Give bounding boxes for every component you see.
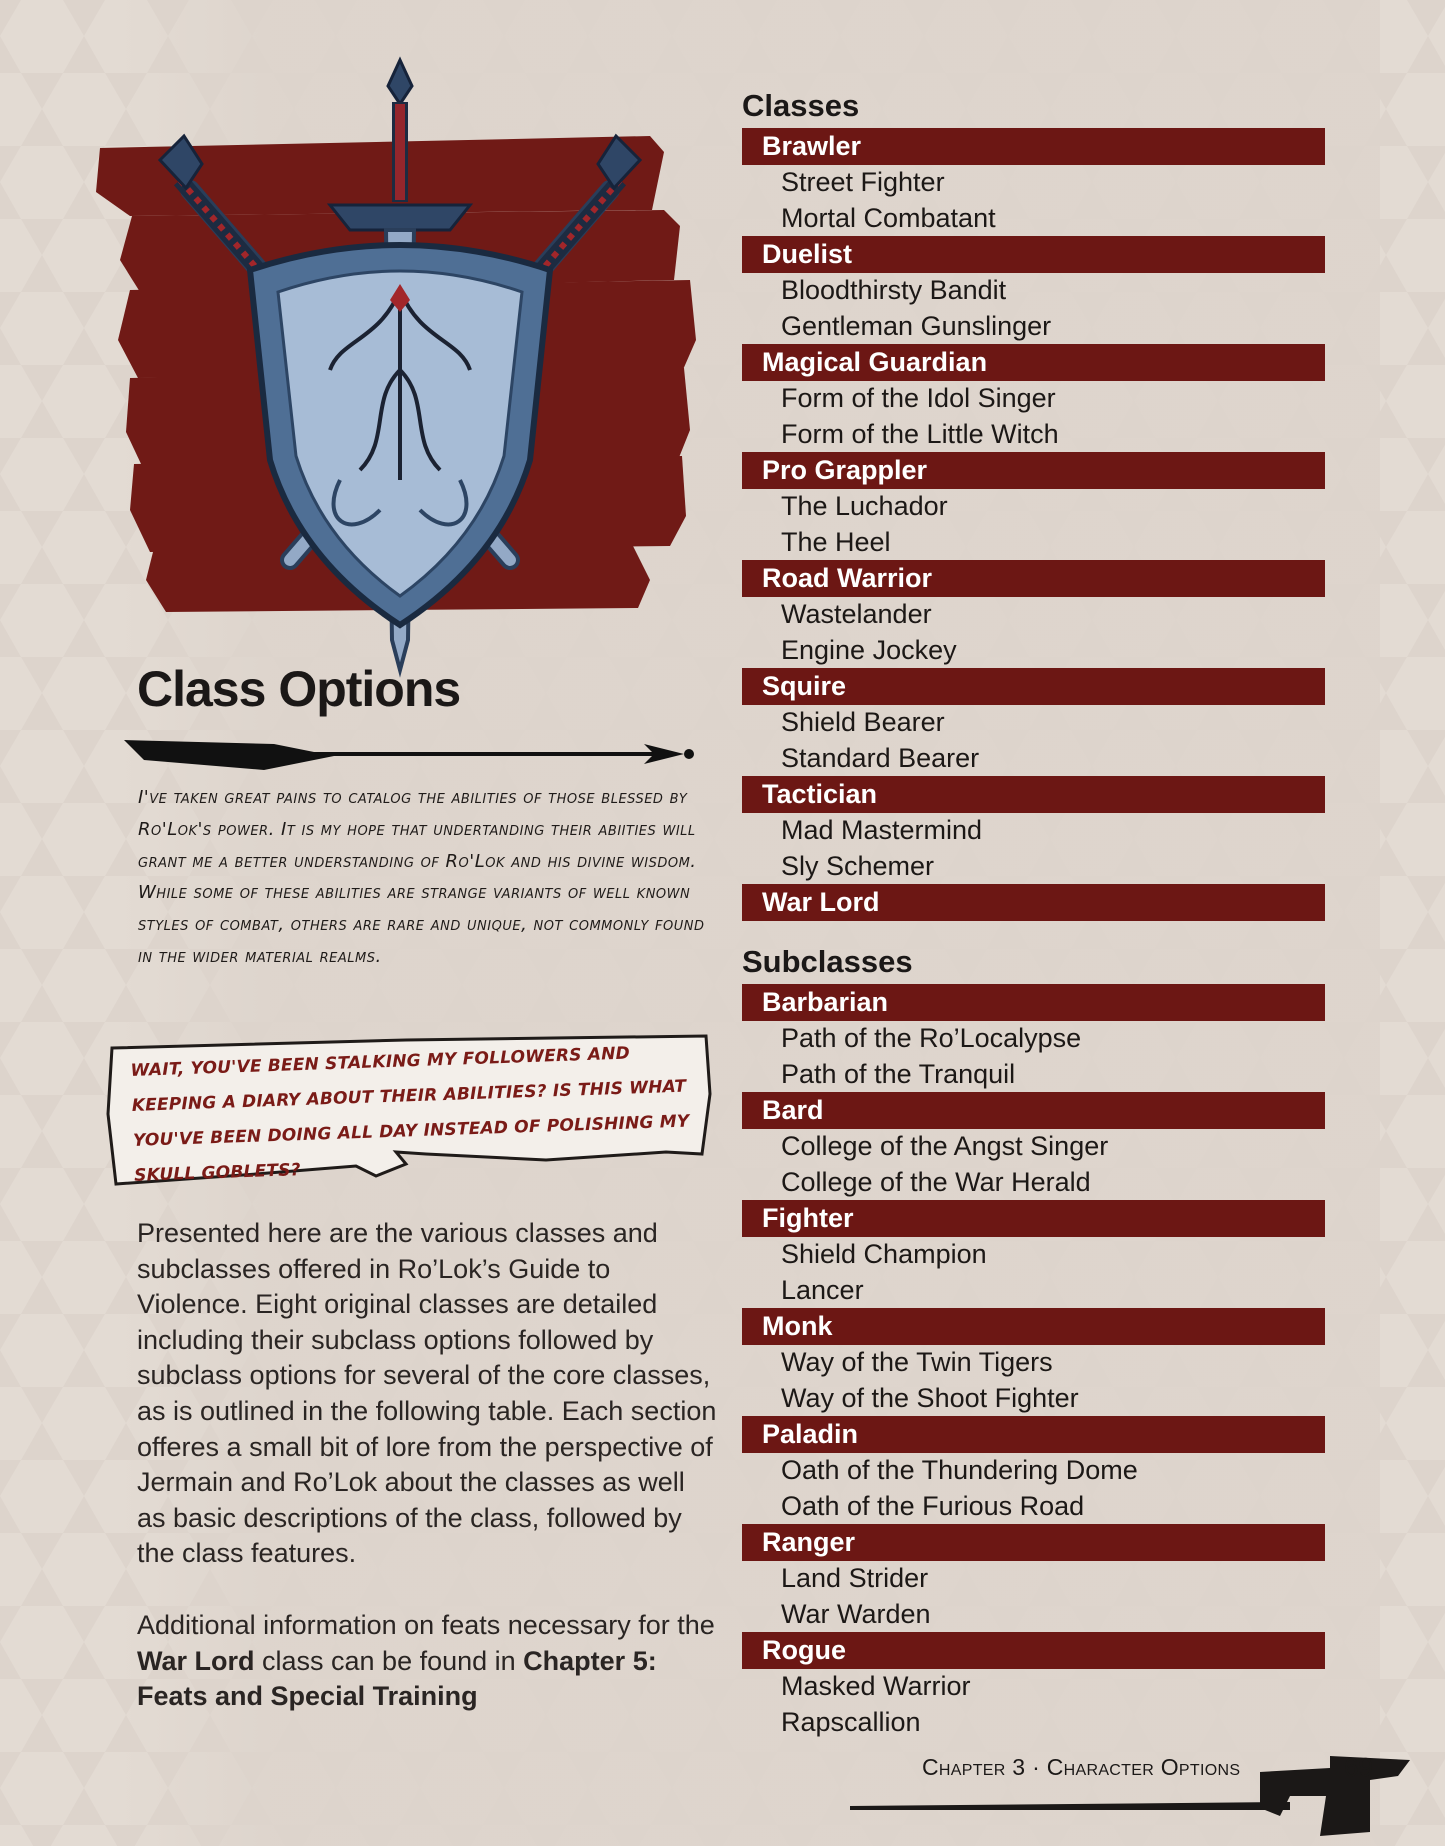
subclass-item: The Luchador	[781, 491, 948, 521]
subclass-item: Street Fighter	[781, 167, 945, 197]
intro-paragraph: Presented here are the various classes and subclasses offered in Ro’Lok’s Guide to Violence. Eight original classes are detailed including their subclass options followed by subclass options for several of the core classes, as is outlined in the following table. Each section offeres a small bit of lore from the perspective of Jermain and Ro’Lok about the classes as well as basic descriptions of the class, followed by the class features.	[137, 1218, 717, 1569]
subclass-item: Path of the Ro’Localypse	[781, 1023, 1082, 1053]
subclass-item: Bloodthirsty Bandit	[781, 275, 1007, 305]
class-bar-magical-guardian: Magical Guardian	[742, 344, 1325, 381]
crossed-swords-shield-emblem	[90, 40, 710, 680]
subclass-item: Oath of the Furious Road	[781, 1490, 1085, 1521]
class-bar-road-warrior: Road Warrior	[742, 560, 1325, 597]
deity-comment-note: WAIT, YOU'VE BEEN STALKING MY FOLLOWERS AND KEEPING A DIARY ABOUT THEIR ABILITIES? IS THIS WHAT YOU'VE BEEN DOING ALL DAY INSTEAD OF POLISHING MY SKULL GOBLETS?	[130, 1043, 690, 1186]
feats-text-1: Additional information on feats necessary for the	[137, 1610, 715, 1640]
feats-chapter-ref: Chapter 5: Feats and Special Training	[137, 1645, 657, 1712]
class-bar-barbarian: Barbarian	[742, 984, 1325, 1021]
subclass-item: Standard Bearer	[781, 742, 980, 773]
class-bar-monk: Monk	[742, 1308, 1325, 1345]
subclass-item: Rapscallion	[781, 1706, 921, 1737]
subclass-item: Masked Warrior	[781, 1671, 971, 1701]
footer-blade-ornament	[850, 1736, 1410, 1846]
subclass-item: Land Strider	[781, 1563, 929, 1593]
subclass-item: Form of the Idol Singer	[781, 383, 1056, 413]
feats-text-2: class can be found in	[254, 1645, 524, 1676]
subclass-item: Sly Schemer	[781, 850, 935, 881]
page-number: 69	[1344, 1752, 1373, 1782]
page-title: Class Options	[137, 661, 461, 717]
subclass-item: Way of the Twin Tigers	[781, 1347, 1053, 1377]
subclass-item: Path of the Tranquil	[781, 1058, 1016, 1089]
class-bar-fighter: Fighter	[742, 1200, 1325, 1237]
subclass-item: Gentleman Gunslinger	[781, 310, 1052, 341]
subclass-item: Mad Mastermind	[781, 815, 983, 845]
class-bar-war-lord: War Lord	[742, 884, 1325, 921]
subclass-item: Oath of the Thundering Dome	[781, 1455, 1138, 1485]
subclass-item: Shield Bearer	[781, 707, 945, 737]
subclass-item: College of the Angst Singer	[781, 1131, 1109, 1161]
subclass-item: Engine Jockey	[781, 634, 957, 665]
subclass-item: Form of the Little Witch	[781, 418, 1059, 449]
subclass-item: Shield Champion	[781, 1239, 987, 1269]
classes-table	[742, 84, 1325, 921]
class-bar-ranger: Ranger	[742, 1524, 1325, 1561]
subclasses-table	[742, 940, 1325, 1740]
subclass-item: The Heel	[781, 526, 891, 557]
chapter-footer: Chapter 3 · Character Options	[922, 1754, 1241, 1780]
class-bar-paladin: Paladin	[742, 1416, 1325, 1453]
feats-paragraph	[137, 1608, 717, 1715]
subclass-item: Wastelander	[781, 599, 932, 629]
feats-war-lord: War Lord	[137, 1645, 255, 1676]
flavor-text: I've taken great pains to catalog the abilities of those blessed by Ro'Lok's power. It is my hope that undertanding their abiities will grant me a better understanding of Ro'Lok and his divine wisdom. While some of these abilities are strange variants of well known styles of combat, others are rare and unique, not commonly found in the wider material realms.	[138, 787, 705, 967]
class-bar-tactician: Tactician	[742, 776, 1325, 813]
subclass-item: War Warden	[781, 1598, 931, 1629]
class-bar-squire: Squire	[742, 668, 1325, 705]
classes-heading: Classes	[742, 88, 860, 123]
subclass-item: Way of the Shoot Fighter	[781, 1382, 1079, 1413]
class-bar-pro-grappler: Pro Grappler	[742, 452, 1325, 489]
subclass-item: College of the War Herald	[781, 1166, 1091, 1197]
class-bar-duelist: Duelist	[742, 236, 1325, 273]
class-bar-bard: Bard	[742, 1092, 1325, 1129]
subclass-item: Lancer	[781, 1274, 864, 1305]
class-bar-rogue: Rogue	[742, 1632, 1325, 1669]
subclasses-heading: Subclasses	[742, 944, 913, 979]
subclass-item: Mortal Combatant	[781, 202, 996, 233]
class-bar-brawler: Brawler	[742, 128, 1325, 165]
spear-divider-icon	[124, 730, 702, 778]
